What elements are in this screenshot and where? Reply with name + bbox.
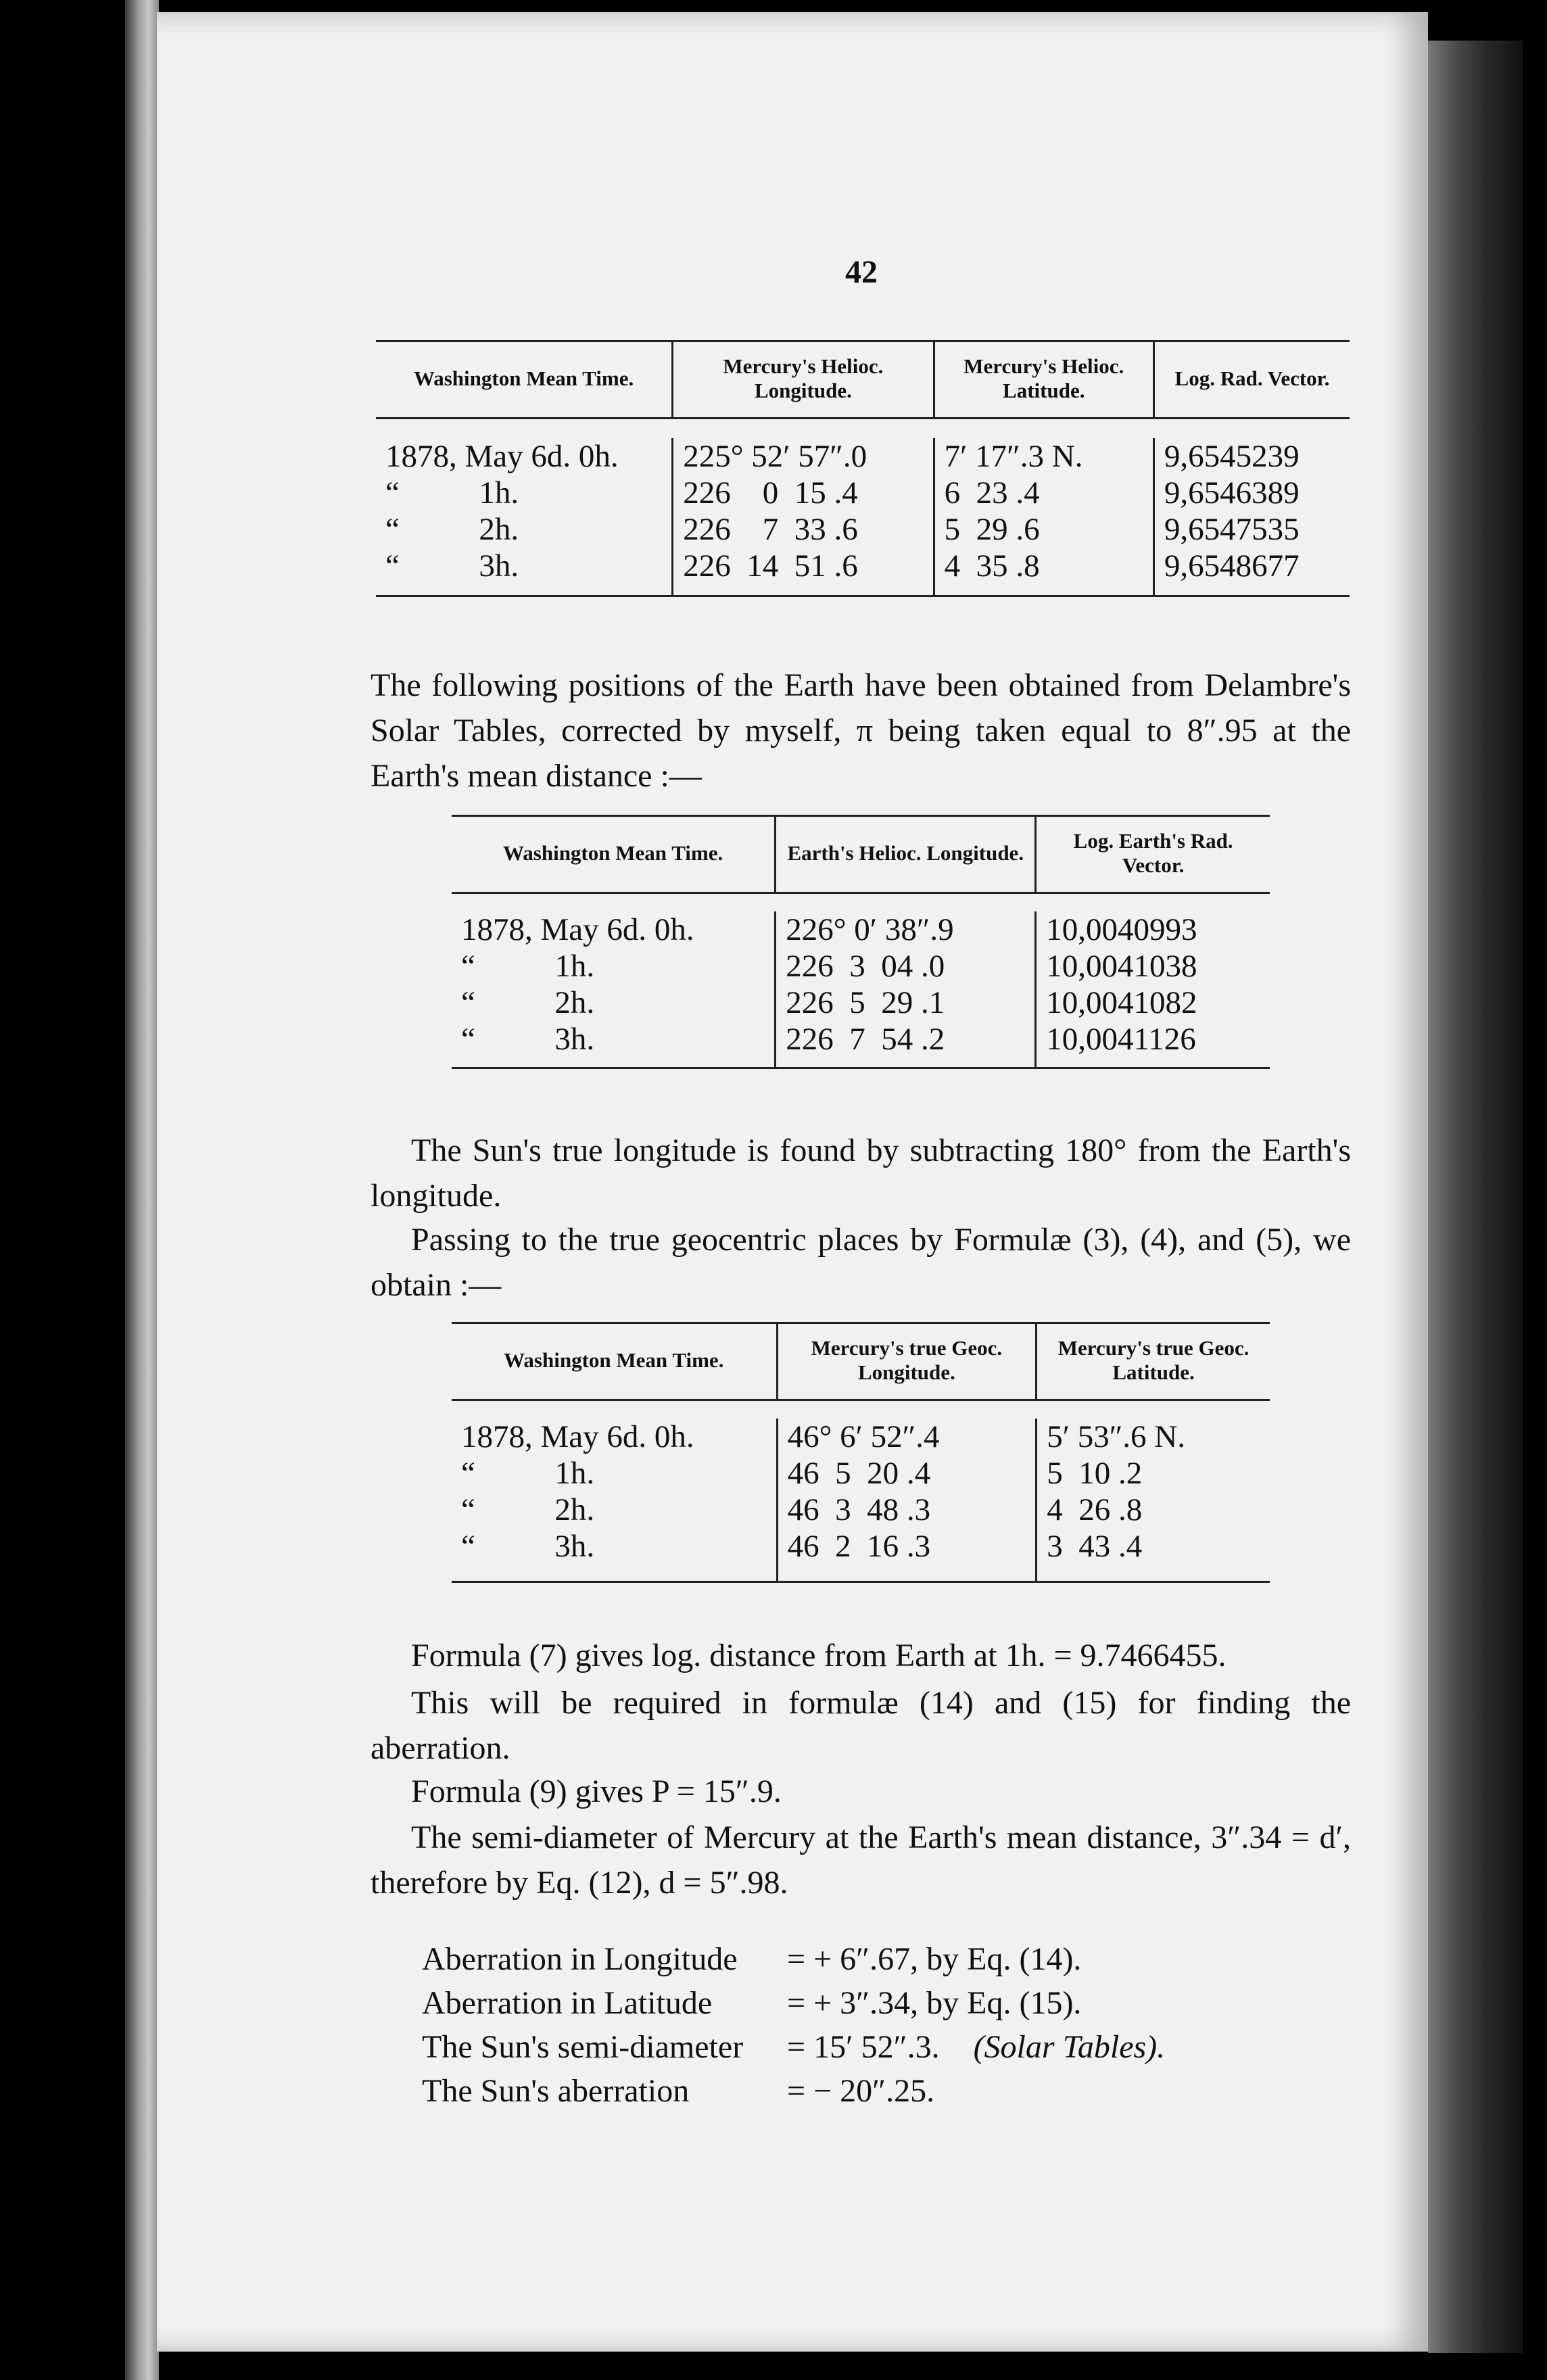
table1-header: Mercury's Helioc. Latitude. (934, 341, 1153, 419)
table1-cell: 4 35 .8 (934, 548, 1153, 596)
table1-cell: 9,6546389 (1153, 475, 1350, 511)
table1-cell: 226 14 51 .6 (673, 548, 934, 596)
table2-cell: 10,0041082 (1036, 984, 1270, 1021)
paragraph-sun-longitude: The Sun's true longitude is found by subtracting 180° from the Earth's longitude. (371, 1133, 1351, 1214)
table1-cell: 9,6548677 (1153, 548, 1350, 596)
table2-cell: “ 3h. (461, 1022, 595, 1057)
table3-cell: 4 26 .8 (1037, 1492, 1270, 1528)
table2-cell: 226 7 54 .2 (776, 1021, 1036, 1068)
table-row (452, 984, 1270, 1021)
table2-cell: 10,0040993 (1036, 911, 1270, 948)
table2-header: Log. Earth's Rad. Vector. (1036, 816, 1270, 893)
mercury-heliocentric-table (376, 340, 1350, 597)
table3-cell: 46 3 48 .3 (777, 1492, 1037, 1528)
paragraph-aberration-note: This will be required in formulæ (14) and (15) for finding the aberration. (371, 1685, 1351, 1766)
table3-cell: 3 43 .4 (1037, 1528, 1270, 1582)
table1-header: Mercury's Helioc. Longitude. (673, 341, 934, 419)
table3-header: Mercury's true Geoc. Longitude. (777, 1323, 1037, 1400)
table2-header: Earth's Helioc. Longitude. (776, 816, 1036, 893)
table-row (452, 1528, 1270, 1582)
result-line (406, 2035, 934, 2110)
table1-cell: 7′ 17″.3 N. (934, 438, 1153, 475)
table-row (452, 948, 1270, 984)
table-row (452, 1455, 1270, 1492)
table3-cell: 1878, May 6d. 0h. (461, 1419, 694, 1455)
table3-cell: 46 5 20 .4 (777, 1455, 1037, 1492)
result-label: Aberration in Latitude (422, 1985, 713, 2021)
table3-cell: 46° 6′ 52″.4 (777, 1419, 1037, 1455)
table1-cell: “ 1h. (385, 475, 519, 511)
paragraph-earth-positions: The following positions of the Earth have been obtained from Delambre's Solar Tables, corrected by myself, π being taken equal to 8″.95 at the Earth's mean distance :— (371, 667, 1351, 794)
table1-cell: 226 7 33 .6 (673, 511, 934, 548)
table-row (452, 911, 1270, 948)
table1-cell: 5 29 .6 (934, 511, 1153, 548)
table1-header: Log. Rad. Vector. (1153, 341, 1350, 419)
table-row (376, 438, 1350, 475)
table1-cell: 9,6545239 (1153, 438, 1350, 475)
table3-cell: “ 2h. (461, 1492, 595, 1528)
table1-header: Washington Mean Time. (376, 341, 673, 419)
table1-cell: “ 3h. (385, 548, 519, 584)
table3-header: Mercury's true Geoc. Latitude. (1037, 1323, 1270, 1400)
table2-cell: “ 1h. (461, 949, 595, 984)
result-label: Aberration in Longitude (422, 1941, 738, 1977)
mercury-geocentric-table (452, 1322, 1270, 1583)
result-value: = − 20″.25. (787, 2073, 935, 2109)
table3-header: Washington Mean Time. (452, 1323, 777, 1400)
paragraph-formula-9: Formula (9) gives P = 15″.9. (411, 1774, 782, 1809)
table2-cell: “ 2h. (461, 985, 595, 1021)
book-spine (125, 0, 159, 2380)
table1-cell: 226 0 15 .4 (673, 475, 934, 511)
paragraph-geocentric: Passing to the true geocentric places by Formulæ (3), (4), and (5), we obtain :— (371, 1222, 1351, 1303)
table-row (452, 1419, 1270, 1455)
table1-cell: 6 23 .4 (934, 475, 1153, 511)
table2-cell: 226 3 04 .0 (776, 948, 1036, 984)
page-edge-shadow (1428, 41, 1523, 2353)
table-row (376, 548, 1350, 596)
result-label: The Sun's aberration (422, 2073, 690, 2109)
table3-cell: “ 1h. (461, 1456, 595, 1492)
paragraph-semi-diameter: The semi-diameter of Mercury at the Earth's mean distance, 3″.34 = d′, therefore by Eq. (12), d = 5″.98. (371, 1819, 1351, 1901)
table2-cell: 10,0041038 (1036, 948, 1270, 984)
table-row (376, 511, 1350, 548)
table2-cell: 226° 0′ 38″.9 (776, 911, 1036, 948)
result-value: = + 6″.67, by Eq. (14). (787, 1941, 1082, 1977)
table-row (452, 1021, 1270, 1068)
table2-cell: 226 5 29 .1 (776, 984, 1036, 1021)
table2-cell: 10,0041126 (1036, 1021, 1270, 1068)
table-row (452, 1492, 1270, 1528)
table3-cell: 46 2 16 .3 (777, 1528, 1037, 1582)
table3-cell: 5 10 .2 (1037, 1455, 1270, 1492)
result-value: = + 3″.34, by Eq. (15). (787, 1985, 1082, 2021)
table-row (376, 475, 1350, 511)
table3-cell: “ 3h. (461, 1529, 595, 1565)
table1-cell: 1878, May 6d. 0h. (385, 439, 619, 475)
table1-cell: 225° 52′ 57″.0 (673, 438, 934, 475)
table1-cell: 9,6547535 (1153, 511, 1350, 548)
result-value: = 15′ 52″.3. (787, 2029, 940, 2065)
table2-cell: 1878, May 6d. 0h. (461, 912, 694, 948)
result-note: (Solar Tables). (973, 2029, 1166, 2065)
earth-heliocentric-table (452, 815, 1270, 1069)
table2-header: Washington Mean Time. (452, 816, 776, 893)
table1-cell: “ 2h. (385, 512, 519, 548)
result-label: The Sun's semi-diameter (422, 2029, 744, 2065)
page-number: 42 (845, 254, 878, 290)
paragraph-formula-7: Formula (7) gives log. distance from Earth at 1h. = 9.7466455. (411, 1638, 1227, 1673)
table3-cell: 5′ 53″.6 N. (1037, 1419, 1270, 1455)
